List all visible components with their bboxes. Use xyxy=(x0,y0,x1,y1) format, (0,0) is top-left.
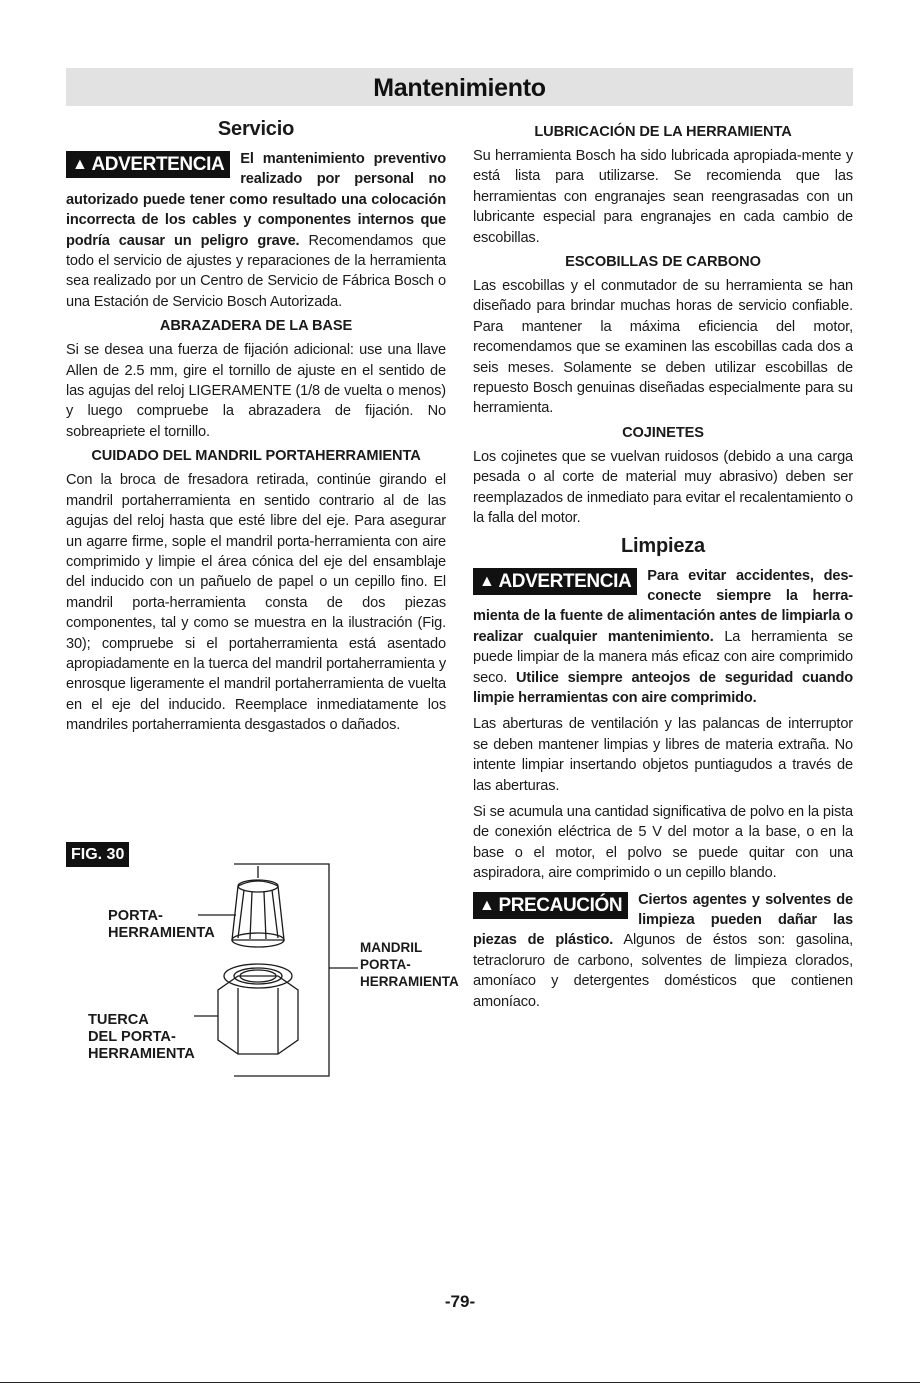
warning-badge xyxy=(66,151,230,178)
caution-badge-label: PRECAUCIÓN xyxy=(498,894,623,916)
polvo-text: Si se acumula una cantidad significativa de polvo en la pista de conexión eléctrica de 5 V del motor a la base, o en la base o el motor, el polvo se puede quitar con una aspiradora, aire comprimido o un cepillo blando. xyxy=(473,803,853,882)
tuerca-label: TUERCA DEL PORTA- HERRAMIENTA xyxy=(88,1012,195,1062)
escobillas-title: ESCOBILLAS DE CARBONO xyxy=(565,254,761,271)
limpieza-title: Limpieza xyxy=(621,534,705,557)
escobillas-text: Las escobillas y el conmutador de su herramienta se han diseñado para brindar muchas horas de servicio confiable. Para mantener la máxima eficiencia del motor, recomendamos que se examinen las escobillas cada dos a seis meses. Solamente se deben utilizar escobillas de repuesto Bosch genuinas diseñadas especialmente para su herramienta. xyxy=(473,278,853,417)
lubricacion-title: LUBRICACIÓN DE LA HERRAMIENTA xyxy=(534,124,792,140)
page-title: Mantenimiento xyxy=(373,74,546,102)
cojinetes-title: COJINETES xyxy=(622,424,704,441)
warning-triangle-icon: ▲ xyxy=(479,896,495,914)
warning-triangle-icon: ▲ xyxy=(72,156,88,173)
figure-30 xyxy=(66,842,466,1082)
cuidado-title: CUIDADO DEL MANDRIL PORTAHERRAMIENTA xyxy=(91,448,421,465)
caution-badge xyxy=(473,892,628,919)
mandril-label: MANDRIL PORTA- HERRAMIENTA xyxy=(360,940,459,989)
warning-badge-label: ADVERTENCIA xyxy=(498,570,632,592)
servicio-warning xyxy=(66,149,446,312)
caution-paragraph xyxy=(473,890,853,1012)
warning-badge xyxy=(473,568,637,595)
left-column xyxy=(66,118,446,742)
bottom-rule xyxy=(0,1382,920,1383)
limpieza-warning-text: La herramienta se puede limpiar de la manera más eficaz con aire comprimido seco. xyxy=(473,628,854,686)
limpieza-warning-bold: Para evitar accidentes, des-conecte siempre la herra-mienta de la fuente de alimentación antes de limpiarla o realizar cualquier mantenimiento. xyxy=(473,567,853,645)
figure-label: FIG. 30 xyxy=(66,842,129,867)
limpieza-warning xyxy=(473,566,853,709)
warning-triangle-icon: ▲ xyxy=(479,572,495,590)
right-column xyxy=(473,124,853,1018)
lubricacion-text: Su herramienta Bosch ha sido lubricada apropiada-mente y está lista para utilizarse. Se recomienda que las herramientas con engranajes sean reengrasadas con un lubricante especial para engranajes en cada cambio de escobillas. xyxy=(473,148,853,246)
page-number: -79- xyxy=(444,1292,476,1311)
abrazadera-title: ABRAZADERA DE LA BASE xyxy=(159,318,353,335)
warning-badge-label: ADVERTENCIA xyxy=(91,154,225,175)
header-bar xyxy=(66,68,853,106)
portaherramienta-label: PORTA- HERRAMIENTA xyxy=(108,908,215,941)
servicio-text: Recomendamos que todo el servicio de ajustes y reparaciones de la herramienta sea realizado por un Centro de Servicio de Fábrica Bosch o una Estación de Servicio Bosch Autorizada. xyxy=(66,232,446,310)
servicio-title: Servicio xyxy=(217,118,295,140)
limpieza-warning-bold2: Utilice siempre anteojos de seguridad cuando limpie herramientas con aire comprimido. xyxy=(473,669,853,706)
servicio-warning-text: El mantenimiento preventivo realizado por personal no autorizado puede tener como resultado una colocación incorrecta de los cables y componentes internos que podría causar un peligro grave. xyxy=(66,151,446,249)
cojinetes-text: Los cojinetes que se vuelvan ruidosos (debido a una carga pesada o al corte de material muy abrasivo) deben ser reemplazados de inmediato para evitar el recalentamiento o la falla del motor. xyxy=(473,448,853,527)
caution-bold: Ciertos agentes y solventes de limpieza pueden dañar las piezas de plástico. xyxy=(473,891,853,949)
cuidado-text: Con la broca de fresadora retirada, continúe girando el mandril portaherramienta en sentido contrario al de las agujas del reloj hasta que esté libre del eje. Para asegurar un agarre firme, sople el mandril porta-herramienta con aire comprimido y limpie el área cónica del eje del ensamblaje del inducido con un pañuelo de papel o un cepillo fino. El mandril porta-herramienta consta de dos piezas componentes, tal y como se muestra en la ilustración (Fig. 30); compruebe si el portaherramienta está asentado apropiadamente en la tuerca del mandril portaherramienta y enrosque ligeramente el mandril portaherramienta de vuelta en el eje del inducido. Reemplace inmediatamente los mandriles portaherramienta desgastados o dañados. xyxy=(66,472,446,734)
caution-text: Algunos de éstos son: gasolina, tetracloruro de carbono, solventes de limpieza clorados, amoníaco y detergentes domésticos que contienen amoníaco. xyxy=(473,932,853,1010)
aberturas-text: Las aberturas de ventilación y las palancas de interruptor se deben mantener limpias y libres de materia extraña. No intente limpiar insertando objetos puntiagudos a través de las aberturas. xyxy=(473,716,853,794)
abrazadera-text: Si se desea una fuerza de fijación adicional: use una llave Allen de 2.5 mm, gire el tornillo de ajuste en el sentido de las agujas del reloj LIGERAMENTE (1/8 de vuelta o menos) y luego compruebe la abrazadera de fijación. No sobreapriete el tornillo. xyxy=(66,342,446,440)
